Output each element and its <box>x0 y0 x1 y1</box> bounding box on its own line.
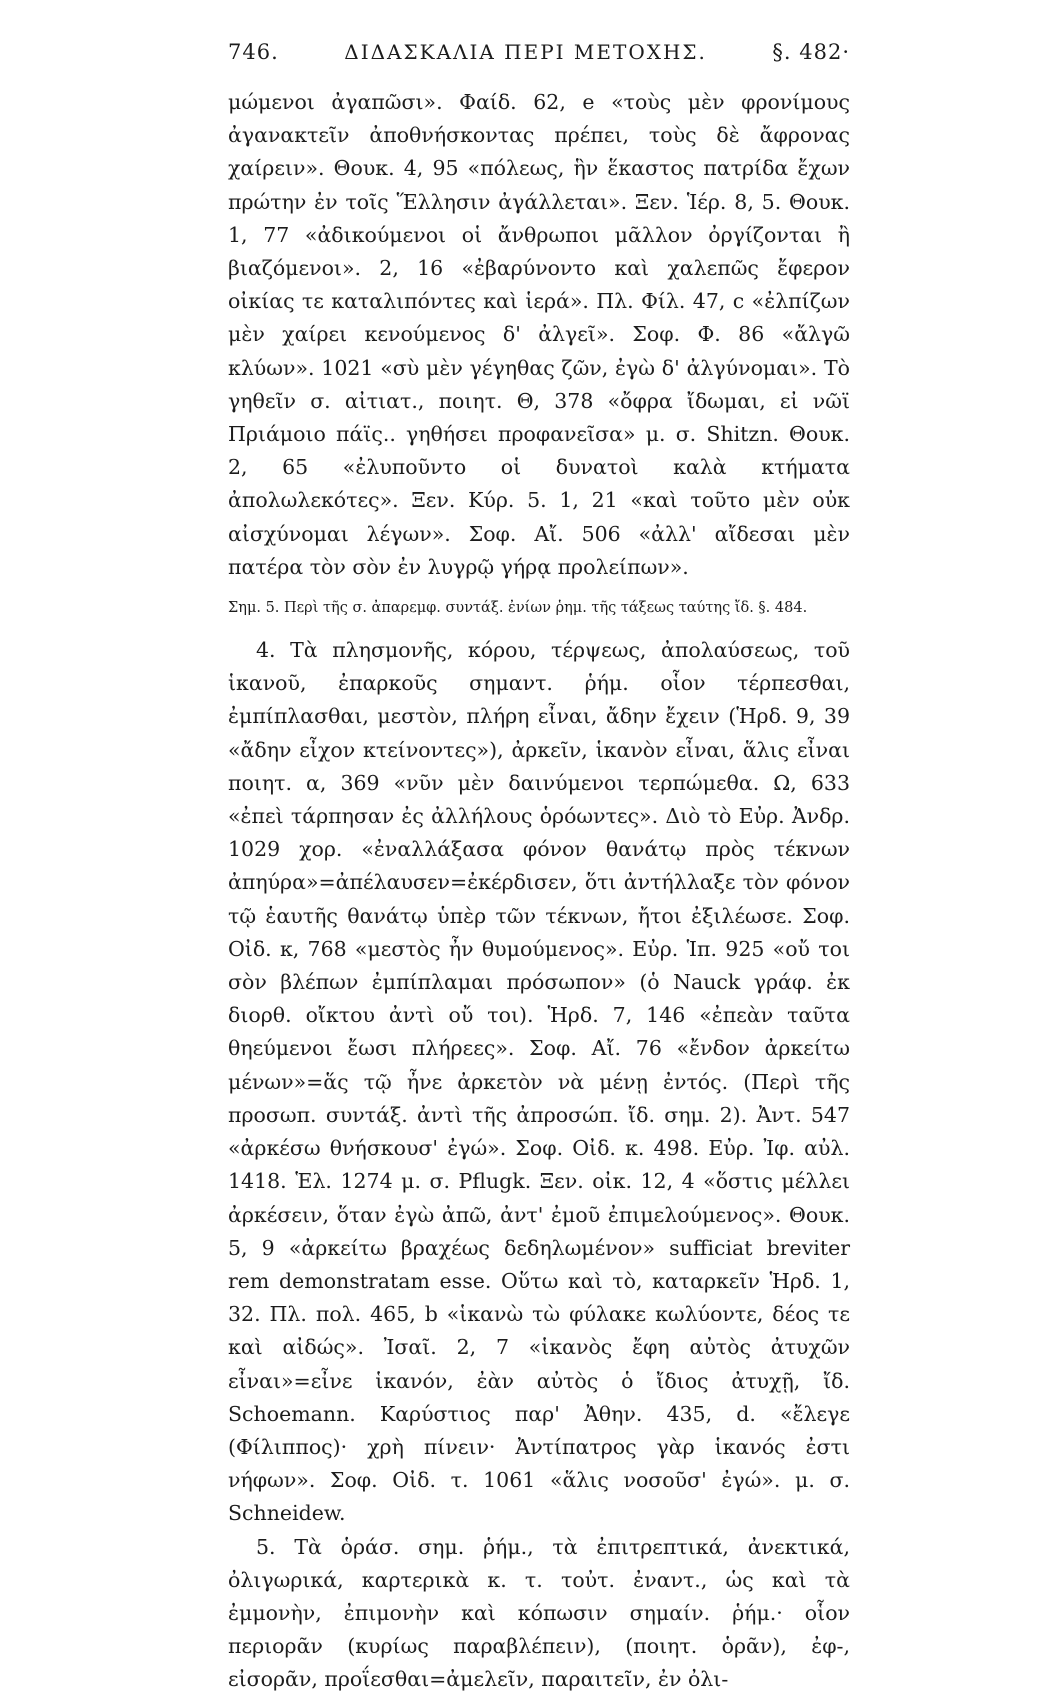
page-number: 746. <box>228 40 279 64</box>
footnote-remark: Σημ. 5. Περὶ τῆς σ. ἀπαρεμφ. συντάξ. ἐνίων ῥημ. τῆς τάξεως ταύτης ἴδ. §. 484. <box>228 600 808 617</box>
section-4-paragraph: 4. Τὰ πλησμονῆς, κόρου, τέρψεως, ἀπολαύσεως, τοῦ ἱκανοῦ, ἐπαρκοῦς σημαντ. ῥήμ. οἷον τέρπεσθαι, ἐμπίπλασθαι, μεστὸν, πλήρη εἶναι, ἄδην ἔχειν (Ἡρδ. 9, 39 «ἄδην εἶχον κτείνοντες»), ἀρκεῖν, ἱκανὸν εἶναι, ἅλις εἶναι ποιητ. α, 369 «νῦν μὲν δαινύμενοι τερπώμεθα. Ω, 633 «ἐπεὶ τάρπησαν ἐς ἀλλήλους ὁρόωντες». Διὸ τὸ Εὐρ. Ἀνδρ. 1029 χορ. «ἐναλλάξασα φόνον θανάτῳ πρὸς τέκνων ἀπηύρα»=ἀπέλαυσεν=ἐκέρδισεν, ὅτι ἀντήλλαξε τὸν φόνον τῷ ἑαυτῆς θανάτῳ ὑπὲρ τῶν τέκνων, ἤτοι ἐξιλέωσε. Σοφ. Οἰδ. κ, 768 «μεστὸς ἦν θυμούμενος». Εὐρ. Ἱπ. 925 «οὔ τοι σὸν βλέπων ἐμπίπλαμαι πρόσωπον» (ὁ Nauck γράφ. ἐκ διορθ. οἴκτου ἀντὶ οὔ τοι). Ἡρδ. 7, 146 «ἐπεὰν ταῦτα θηεύμενοι ἔωσι πλήρεες». Σοφ. Αἴ. 76 «ἔνδον ἀρκείτω μένων»=ἅς τῷ ἦνε ἀρκετὸν νὰ μένῃ ἐντός. (Περὶ τῆς προσωπ. συντάξ. ἀντὶ τῆς ἀπροσώπ. ἴδ. σημ. 2). Ἀντ. 547 «ἀρκέσω θνήσκουσ' ἐγώ». Σοφ. Οἰδ. κ. 498. Εὐρ. Ἰφ. αὐλ. 1418. Ἑλ. 1274 μ. σ. Pflugk. Ξεν. οἰκ. 12, 4 «ὅστις μέλλει ἀρκέσειν, ὅταν ἐγὼ ἀπῶ, ἀντ' ἐμοῦ ἐπιμελούμενος». Θουκ. 5, 9 «ἀρκείτω βραχέως δεδηλωμένον» sufficiat breviter rem demonstratam esse. Οὕτω καὶ τὸ, καταρκεῖν Ἡρδ. 1, 32. Πλ. πολ. 465, b «ἱκανὼ τὼ φύλακε κωλύοντε, δέος τε καὶ αἰδώς». Ἰσαῖ. 2, 7 «ἱκανὸς ἔφη αὐτὸς ἀτυχῶν εἶναι»=εἶνε ἱκανόν, ἐὰν αὐτὸς ὁ ἴδιος ἀτυχῇ, ἴδ. Schoemann. Καρύστιος παρ' Ἀθην. 435, d. «ἔλεγε (Φίλιππος)· χρὴ πίνειν· Ἀντίπατρος γὰρ ἱκανός ἐστι νήφων». Σοφ. Οἰδ. τ. 1061 «ἅλις νοσοῦσ' ἐγώ». μ. σ. Schneidew. <box>228 638 850 1526</box>
running-header <box>228 40 850 86</box>
running-title: ΔΙΔΑΣΚΑΛΙΑ ΠΕΡΙ ΜΕΤΟΧΗΣ. <box>344 40 707 64</box>
main-text <box>228 86 850 1697</box>
section-number: §. 482· <box>772 40 850 64</box>
paragraph-continuation: μώμενοι ἀγαπῶσι». Φαίδ. 62, e «τοὺς μὲν φρονίμους ἀγανακτεῖν ἀποθνήσκοντας πρέπει, τοὺς δὲ ἄφρονας χαίρειν». Θουκ. 4, 95 «πόλεως, ἣν ἕκαστος πατρίδα ἔχων πρώτην ἐν τοῖς Ἕλλησιν ἀγάλλεται». Ξεν. Ἱέρ. 8, 5. Θουκ. 1, 77 «ἀδικούμενοι οἱ ἄνθρωποι μᾶλλον ὀργίζονται ἢ βιαζόμενοι». 2, 16 «ἐβαρύνοντο καὶ χαλεπῶς ἔφερον οἰκίας τε καταλιπόντες καὶ ἱερά». Πλ. Φίλ. 47, c «ἐλπίζων μὲν χαίρει κενούμενος δ' ἀλγεῖ». Σοφ. Φ. 86 «ἄλγῶ κλύων». 1021 «σὺ μὲν γέγηθας ζῶν, ἐγὼ δ' ἀλγύνομαι». Τὸ γηθεῖν σ. αἰτιατ., ποιητ. Θ, 378 «ὄφρα ἴδωμαι, εἰ νῶϊ Πριάμοιο πάϊς.. γηθήσει προφανεῖσα» μ. σ. Shitzn. Θουκ. 2, 65 «ἐλυποῦντο οἱ δυνατοὶ καλὰ κτήματα ἀπολωλεκότες». Ξεν. Κύρ. 5. 1, 21 «καὶ τοῦτο μὲν οὐκ αἰσχύνομαι λέγων». Σοφ. Αἴ. 506 «ἀλλ' αἴδεσαι μὲν πατέρα τὸν σὸν ἐν λυγρῷ γήρᾳ προλείπων». <box>228 90 850 579</box>
book-page <box>228 40 850 1692</box>
section-5-paragraph: 5. Τὰ ὁράσ. σημ. ῥήμ., τὰ ἐπιτρεπτικά, ἀνεκτικά, ὀλιγωρικά, καρτερικὰ κ. τ. τοὐτ. ἐναντ., ὡς καὶ τὰ ἐμμονὴν, ἐπιμονὴν καὶ κόπωσιν σημαίν. ῥήμ.· οἷον περιορᾶν (κυρίως παραβλέπειν), (ποιητ. ὁρᾶν), ἐφ-, εἰσορᾶν, προΐεσθαι=ἀμελεῖν, παραιτεῖν, ἐν ὀλι- <box>228 1534 850 1692</box>
